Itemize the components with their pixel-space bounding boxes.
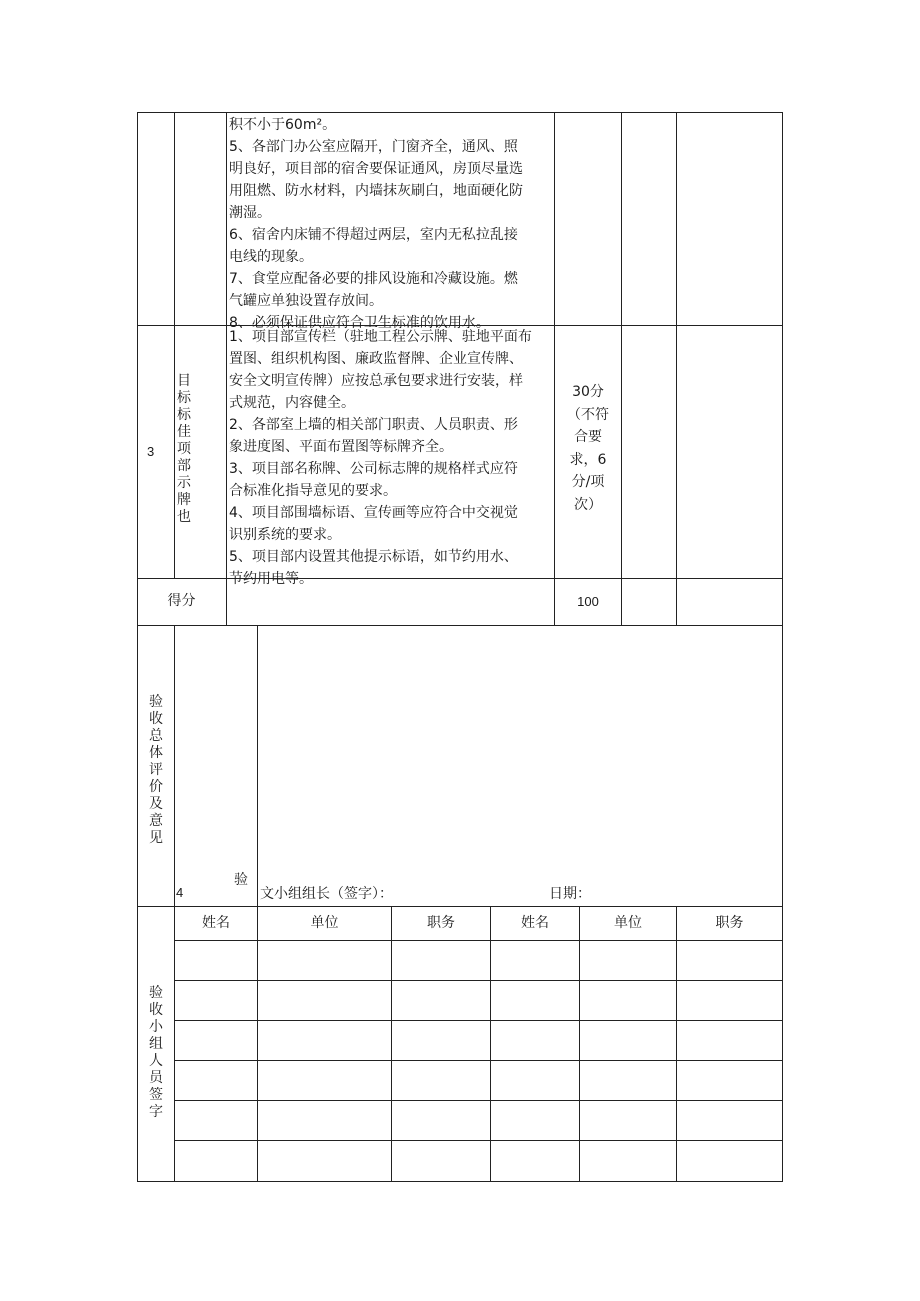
row2-text-line: 置图、组织机构图、廉政监督牌、企业宣传牌、 bbox=[229, 351, 523, 367]
row2-text-line: 5、项目部内设置其他提示标语，如节约用水、 bbox=[229, 549, 518, 565]
row1-text-line: 用阻燃、防水材料，内墙抹灰刷白，地面硬化防 bbox=[229, 183, 523, 199]
col-divider bbox=[490, 906, 491, 1182]
row1-text-line: 气罐应单独设置存放间。 bbox=[229, 293, 383, 309]
signature-row-line bbox=[174, 980, 783, 981]
row2-text-line: 1、项目部宣传栏（驻地工程公示牌、驻地平面布 bbox=[229, 329, 532, 345]
col-divider bbox=[676, 112, 677, 626]
evaluation-char: 验 bbox=[234, 872, 248, 888]
col-divider bbox=[676, 906, 677, 1182]
row2-text-line: 4、项目部围墙标语、宣传画等应符合中交视觉 bbox=[229, 505, 518, 521]
header-unit: 单位 bbox=[614, 915, 642, 931]
row2-text-line: 象进度图、平面布置图等标牌齐全。 bbox=[229, 439, 453, 455]
signature-row-line bbox=[174, 1140, 783, 1141]
row2-score-line: 求，6 bbox=[569, 451, 607, 468]
evaluation-label: 验收总体评价及意见 bbox=[149, 694, 163, 846]
col-divider bbox=[579, 906, 580, 1182]
col-divider bbox=[174, 112, 175, 579]
header-name: 姓名 bbox=[202, 915, 230, 931]
signature-row-line bbox=[174, 1020, 783, 1021]
col-divider bbox=[174, 625, 175, 1182]
evaluation-number: 4 bbox=[176, 885, 184, 900]
row1-content-cell bbox=[227, 113, 554, 331]
row2-text-line: 合标准化指导意见的要求。 bbox=[229, 483, 397, 499]
row2-score-line: 次） bbox=[574, 496, 602, 513]
score-label: 得分 bbox=[167, 593, 196, 609]
table-bottom-border bbox=[137, 1181, 783, 1182]
row2-item-number: 3 bbox=[147, 444, 155, 459]
row2-score-cell bbox=[555, 381, 621, 516]
signature-row-line bbox=[174, 1100, 783, 1101]
row1-text-line: 6、宿舍内床铺不得超过两层，室内无私拉乱接 bbox=[229, 227, 518, 243]
row1-text-line: 明良好，项目部的宿舍要保证通风，房顶尽量选 bbox=[229, 161, 523, 177]
col-divider bbox=[554, 112, 555, 626]
header-position: 职务 bbox=[715, 915, 744, 931]
score-total: 100 bbox=[577, 594, 599, 609]
row1-text-line: 8、必须保证供应符合卫生标准的饮用水。 bbox=[229, 315, 490, 331]
row2-score-line: （不符 bbox=[567, 406, 609, 423]
row2-text-line: 安全文明宣传牌）应按总承包要求进行安装，样 bbox=[229, 373, 523, 389]
col-divider bbox=[391, 906, 392, 1182]
row2-text-line: 式规范，内容健全。 bbox=[229, 395, 355, 411]
signature-row-line bbox=[174, 940, 783, 941]
row1-text-line: 电线的现象。 bbox=[229, 249, 313, 265]
row1-text-line: 5、各部门办公室应隔开，门窗齐全，通风、照 bbox=[229, 139, 518, 155]
row-divider bbox=[137, 906, 783, 907]
row2-score-line: 分/项 bbox=[571, 474, 605, 490]
row1-text-line: 潮湿。 bbox=[229, 205, 271, 221]
date-label: 日期： bbox=[549, 886, 591, 902]
row2-text-line: 识别系统的要求。 bbox=[229, 527, 341, 543]
leader-signature-label: 文小组组长（签字）： bbox=[260, 886, 393, 902]
row2-item-title: 目标标佳项部示牌也 bbox=[177, 373, 191, 525]
row1-text-line: 7、食堂应配备必要的排风设施和冷藏设施。燃 bbox=[229, 271, 518, 287]
row2-score-line: 合要 bbox=[574, 429, 602, 445]
row2-text-line: 3、项目部名称牌、公司标志牌的规格样式应符 bbox=[229, 461, 518, 477]
row2-content-cell bbox=[227, 326, 554, 587]
row-divider bbox=[137, 625, 783, 626]
header-position: 职务 bbox=[427, 915, 455, 931]
signature-row-line bbox=[174, 1060, 783, 1061]
row2-text-line: 2、各部室上墙的相关部门职责、人员职责、形 bbox=[229, 417, 518, 433]
row2-text-line: 节约用电等。 bbox=[229, 571, 313, 587]
col-divider bbox=[621, 112, 622, 626]
row2-score-line: 30分 bbox=[572, 384, 604, 400]
table-left-border bbox=[137, 112, 138, 1182]
header-name: 姓名 bbox=[521, 915, 549, 931]
signature-section-label: 验收小组人员签字 bbox=[149, 985, 163, 1120]
row1-text-line: 积不小于60m²。 bbox=[229, 117, 337, 133]
table-right-border bbox=[782, 112, 783, 1182]
col-divider bbox=[257, 625, 258, 1182]
header-unit: 单位 bbox=[310, 915, 339, 931]
